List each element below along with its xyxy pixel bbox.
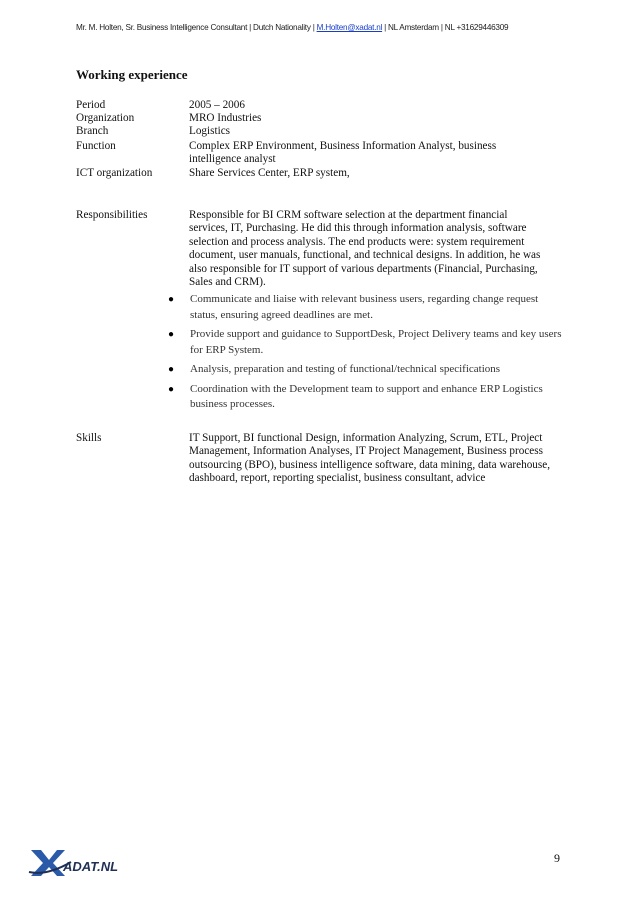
skills-value: IT Support, BI functional Design, information Analyzing, Scrum, ETL, Project Management, Information Analyses, IT Project Management, Business process outsourcing (BPO), business intelligence software, data mining, data warehouse, dashboard, report, reporting specialist, business consultant, advice	[189, 432, 551, 485]
section-title: Working experience	[76, 67, 188, 82]
branch-label: Branch	[76, 125, 109, 137]
bullet-text: Coordination with the Development team to support and enhance ERP Logistics business processes.	[190, 382, 543, 410]
ict-label: ICT organization	[76, 167, 153, 179]
bullet-icon: ●	[168, 294, 175, 305]
header-suffix: | NL Amsterdam | NL +31629446309	[382, 23, 509, 32]
list-item	[166, 292, 566, 323]
list-item	[166, 327, 566, 358]
function-value: Complex ERP Environment, Business Information Analyst, business intelligence analyst	[189, 140, 497, 166]
bullet-text: Communicate and liaise with relevant business users, regarding change request status, ensuring agreed deadlines are met.	[190, 293, 539, 321]
page-number: 9	[554, 851, 560, 865]
branch-value: Logistics	[189, 125, 231, 137]
responsibilities-value: Responsible for BI CRM software selection at the department financial services, IT, Purchasing. He did this through information analysis, software selection and process analysis. The end products were: system requirement document, user manuals, functional, and technical designs. In addition, he was also responsible for IT support of various departments (Financial, Purchasing, Sales and CRM).	[189, 209, 541, 289]
list-item	[166, 382, 566, 413]
xadat-logo	[27, 842, 147, 878]
list-item	[166, 362, 566, 378]
bullet-icon: ●	[168, 364, 175, 375]
bullet-icon: ●	[168, 383, 175, 395]
ict-value: Share Services Center, ERP system,	[189, 167, 350, 179]
organization-value: MRO Industries	[189, 112, 262, 124]
period-value: 2005 – 2006	[189, 99, 245, 111]
logo-text: ADAT.NL	[63, 859, 119, 874]
skills-label: Skills	[76, 432, 102, 444]
bullet-text: Analysis, preparation and testing of functional/technical specifications	[190, 363, 501, 375]
responsibilities-label: Responsibilities	[76, 209, 148, 221]
page-header	[76, 23, 576, 32]
bullet-text: Provide support and guidance to SupportDesk, Project Delivery teams and key users for ERP System.	[190, 328, 562, 356]
header-prefix: Mr. M. Holten, Sr. Business Intelligence Consultant | Dutch Nationality |	[76, 23, 317, 32]
bullet-icon: ●	[168, 329, 175, 340]
header-email-link[interactable]: M.Holten@xadat.nl	[316, 23, 383, 32]
function-label: Function	[76, 140, 116, 152]
period-label: Period	[76, 99, 106, 111]
organization-label: Organization	[76, 112, 135, 124]
responsibilities-bullet-list	[166, 292, 566, 417]
